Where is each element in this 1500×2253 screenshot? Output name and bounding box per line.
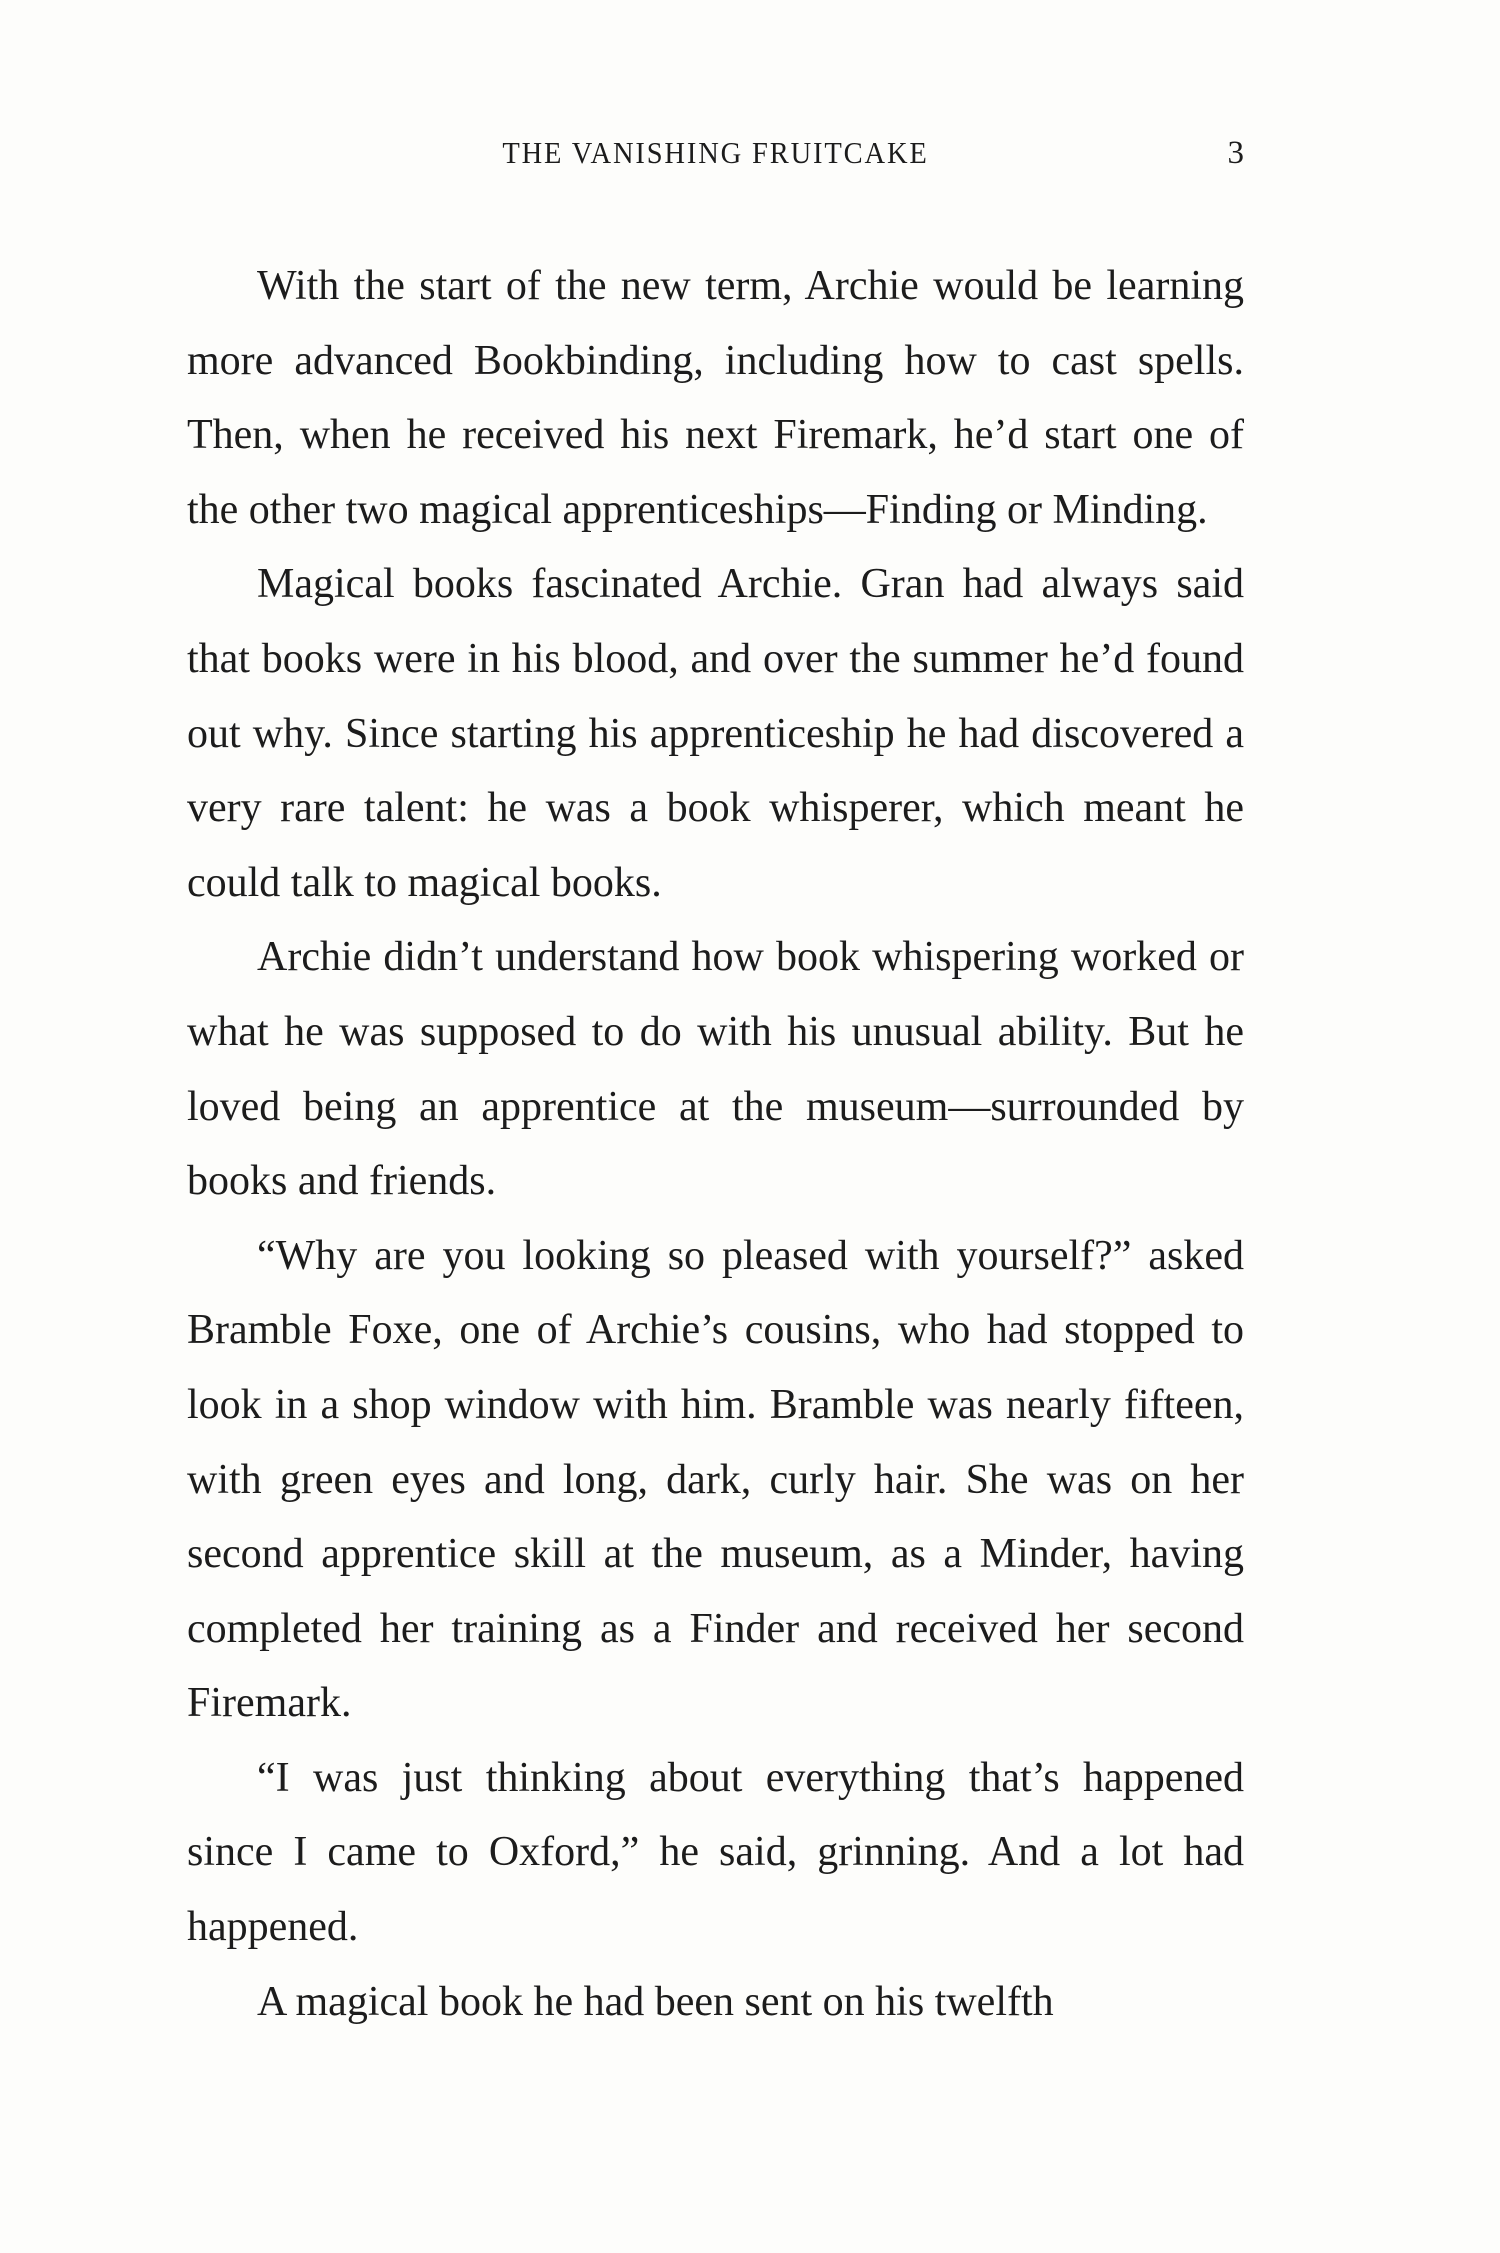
running-head [187, 128, 1244, 178]
page-number: 3 [1227, 135, 1244, 171]
paragraph: “I was just thinking about everything that’s happened since I came to Oxford,” he said, grinning. And a lot had happened. [187, 1754, 1244, 1951]
paragraph: Magical books fascinated Archie. Gran had always said that books were in his blood, and over the summer he’d found out why. Since starting his apprenticeship he had discovered a very rare talent: he was a book whisperer, which meant he could talk to magical books. [187, 561, 1244, 906]
running-title: THE VANISHING FRUITCAKE [502, 135, 929, 170]
paragraph: A magical book he had been sent on his twelfth [257, 1978, 1054, 2025]
paragraph: “Why are you looking so pleased with yourself?” asked Bramble Foxe, one of Archie’s cousins, who had stopped to look in a shop window with him. Bramble was nearly fifteen, with green eyes and long, dark, curly hair. She was on her second apprentice skill at the museum, as a Minder, having completed her training as a Finder and received her second Firemark. [187, 1232, 1244, 1727]
paragraph: Archie didn’t understand how book whispering worked or what he was supposed to do with his unusual ability. But he loved being an apprentice at the museum—surrounded by books and friends. [187, 934, 1244, 1205]
body-text [187, 249, 1244, 2039]
paragraph: With the start of the new term, Archie would be learning more advanced Bookbinding, including how to cast spells. Then, when he received his next Firemark, he’d start one of the other two magical apprenticeships—Finding or Minding. [187, 263, 1244, 533]
